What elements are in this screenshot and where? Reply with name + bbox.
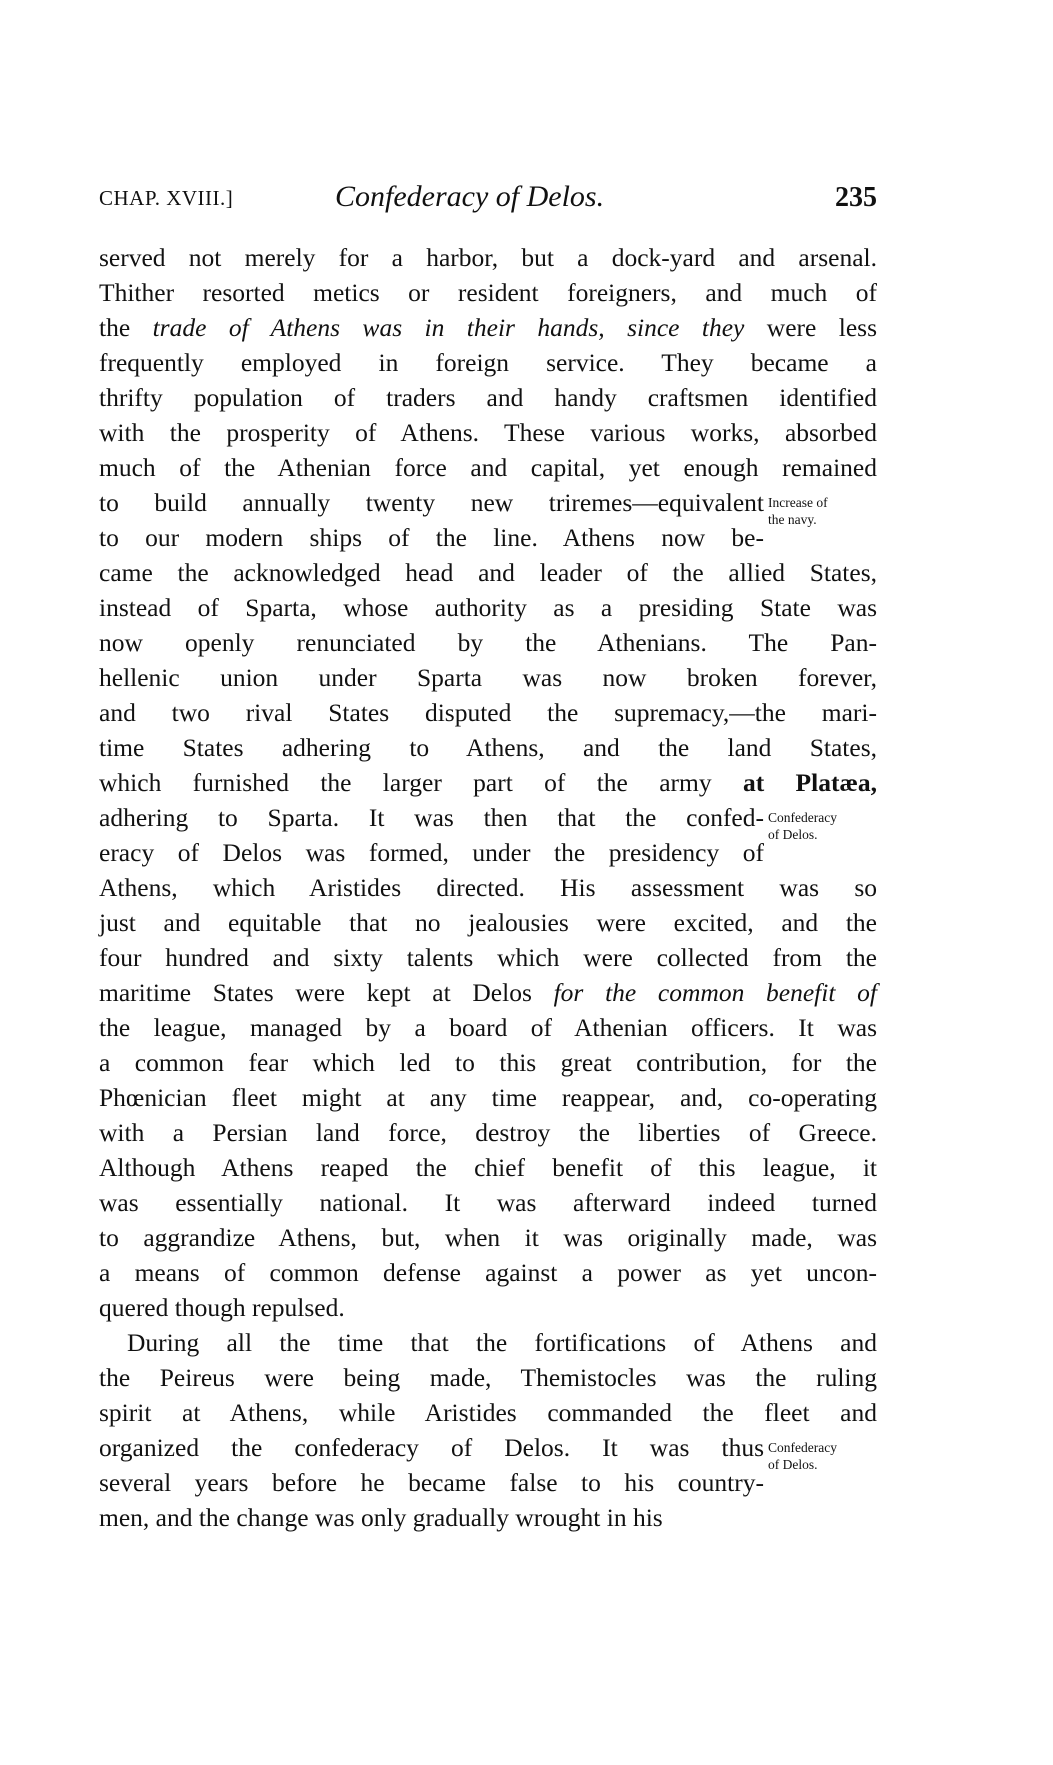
text-line bbox=[99, 1220, 877, 1255]
running-header bbox=[99, 180, 877, 220]
running-title: Confederacy of Delos. bbox=[335, 180, 605, 213]
margin-note-line: Confederacy bbox=[768, 810, 837, 825]
text-line bbox=[99, 275, 877, 310]
text-segment: served not merely for a harbor, but a dock-yard and arsenal. bbox=[99, 243, 877, 272]
text-line bbox=[99, 555, 877, 590]
text-line bbox=[99, 870, 877, 905]
text-segment: hellenic union under Sparta was now broken forever, bbox=[99, 663, 877, 692]
text-line bbox=[99, 1115, 877, 1150]
text-segment: much of the Athenian force and capital, yet enough remained bbox=[99, 453, 877, 482]
body-text bbox=[99, 240, 877, 1535]
text-segment: four hundred and sixty talents which were collected from the bbox=[99, 943, 877, 972]
margin-note bbox=[768, 494, 878, 528]
text-line bbox=[99, 800, 764, 835]
text-segment: During all the time that the fortifications of Athens and bbox=[127, 1328, 877, 1357]
text-line bbox=[99, 1395, 877, 1430]
margin-note bbox=[768, 1439, 878, 1473]
text-segment: Although Athens reaped the chief benefit of this league, it bbox=[99, 1153, 877, 1182]
text-segment: time States adhering to Athens, and the land States, bbox=[99, 733, 877, 762]
italic-text: for the common benefit of bbox=[553, 978, 877, 1007]
text-line bbox=[99, 1255, 877, 1290]
text-line bbox=[99, 485, 764, 520]
text-segment: with the prosperity of Athens. These various works, absorbed bbox=[99, 418, 877, 447]
text-line bbox=[99, 380, 877, 415]
text-line bbox=[99, 345, 877, 380]
page-number: 235 bbox=[835, 182, 877, 213]
text-segment: Phœnician fleet might at any time reappear, and, co-operating bbox=[99, 1083, 877, 1112]
text-segment: the league, managed by a board of Athenian officers. It was bbox=[99, 1013, 877, 1042]
text-segment: Thither resorted metics or resident foreigners, and much of bbox=[99, 278, 877, 307]
text-segment: eracy of Delos was formed, under the presidency of bbox=[99, 838, 764, 867]
text-segment: the bbox=[99, 313, 153, 342]
text-line bbox=[99, 695, 877, 730]
text-line bbox=[99, 1080, 877, 1115]
text-segment: a means of common defense against a power as yet uncon- bbox=[99, 1258, 877, 1287]
text-segment: to aggrandize Athens, but, when it was originally made, was bbox=[99, 1223, 877, 1252]
text-segment: several years before he became false to his country- bbox=[99, 1468, 764, 1497]
text-line bbox=[99, 660, 877, 695]
text-segment: adhering to Sparta. It was then that the confed- bbox=[99, 803, 764, 832]
margin-note-line: Increase of bbox=[768, 495, 828, 510]
text-line bbox=[99, 590, 877, 625]
text-segment: spirit at Athens, while Aristides commanded the fleet and bbox=[99, 1398, 877, 1427]
text-line bbox=[99, 1325, 877, 1360]
text-segment: and two rival States disputed the supremacy,—the mari- bbox=[99, 698, 877, 727]
text-segment: organized the confederacy of Delos. It was thus bbox=[99, 1433, 764, 1462]
text-line bbox=[99, 1430, 764, 1465]
text-segment: men, and the change was only gradually wrought in his bbox=[99, 1503, 663, 1532]
margin-note bbox=[768, 809, 878, 843]
chapter-label: CHAP. XVIII.] bbox=[99, 186, 234, 210]
text-line bbox=[99, 450, 877, 485]
text-line bbox=[99, 975, 877, 1010]
margin-note-line: of Delos. bbox=[768, 1457, 818, 1472]
text-segment: quered though repulsed. bbox=[99, 1293, 345, 1322]
text-segment: to build annually twenty new triremes—equivalent bbox=[99, 488, 764, 517]
text-segment: thrifty population of traders and handy craftsmen identified bbox=[99, 383, 877, 412]
text-segment: Athens, which Aristides directed. His assessment was so bbox=[99, 873, 877, 902]
text-segment: came the acknowledged head and leader of the allied States, bbox=[99, 558, 877, 587]
text-segment: just and equitable that no jealousies were excited, and the bbox=[99, 908, 877, 937]
text-segment: maritime States were kept at Delos bbox=[99, 978, 554, 1007]
text-line bbox=[99, 415, 877, 450]
text-line bbox=[99, 520, 764, 555]
margin-note-line: Confederacy bbox=[768, 1440, 837, 1455]
text-line bbox=[99, 730, 877, 765]
text-line bbox=[99, 905, 877, 940]
text-segment: a common fear which led to this great contribution, for the bbox=[99, 1048, 877, 1077]
text-segment: frequently employed in foreign service. They became a bbox=[99, 348, 877, 377]
text-segment: now openly renunciated by the Athenians. The Pan- bbox=[99, 628, 877, 657]
text-segment: to our modern ships of the line. Athens now be- bbox=[99, 523, 764, 552]
text-line bbox=[99, 1150, 877, 1185]
text-line bbox=[99, 1500, 877, 1535]
text-line bbox=[99, 765, 877, 800]
text-line bbox=[99, 310, 877, 345]
text-line bbox=[99, 1360, 877, 1395]
text-line bbox=[99, 1290, 877, 1325]
text-line bbox=[99, 1045, 877, 1080]
text-segment: which furnished the larger part of the army bbox=[99, 768, 743, 797]
text-line bbox=[99, 1185, 877, 1220]
text-segment: the Peireus were being made, Themistocles was the ruling bbox=[99, 1363, 877, 1392]
text-line bbox=[99, 625, 877, 660]
text-line bbox=[99, 835, 764, 870]
text-segment: were less bbox=[744, 313, 878, 342]
bold-text: at Platæa, bbox=[742, 768, 877, 797]
text-line bbox=[99, 240, 877, 275]
text-segment: was essentially national. It was afterward indeed turned bbox=[99, 1188, 877, 1217]
text-line bbox=[99, 1010, 877, 1045]
text-line bbox=[99, 1465, 764, 1500]
margin-note-line: of Delos. bbox=[768, 827, 818, 842]
text-segment: with a Persian land force, destroy the liberties of Greece. bbox=[99, 1118, 877, 1147]
text-line bbox=[99, 940, 877, 975]
text-segment: instead of Sparta, whose authority as a presiding State was bbox=[99, 593, 877, 622]
italic-text: trade of Athens was in their hands, since they bbox=[152, 313, 745, 342]
margin-note-line: the navy. bbox=[768, 512, 817, 527]
